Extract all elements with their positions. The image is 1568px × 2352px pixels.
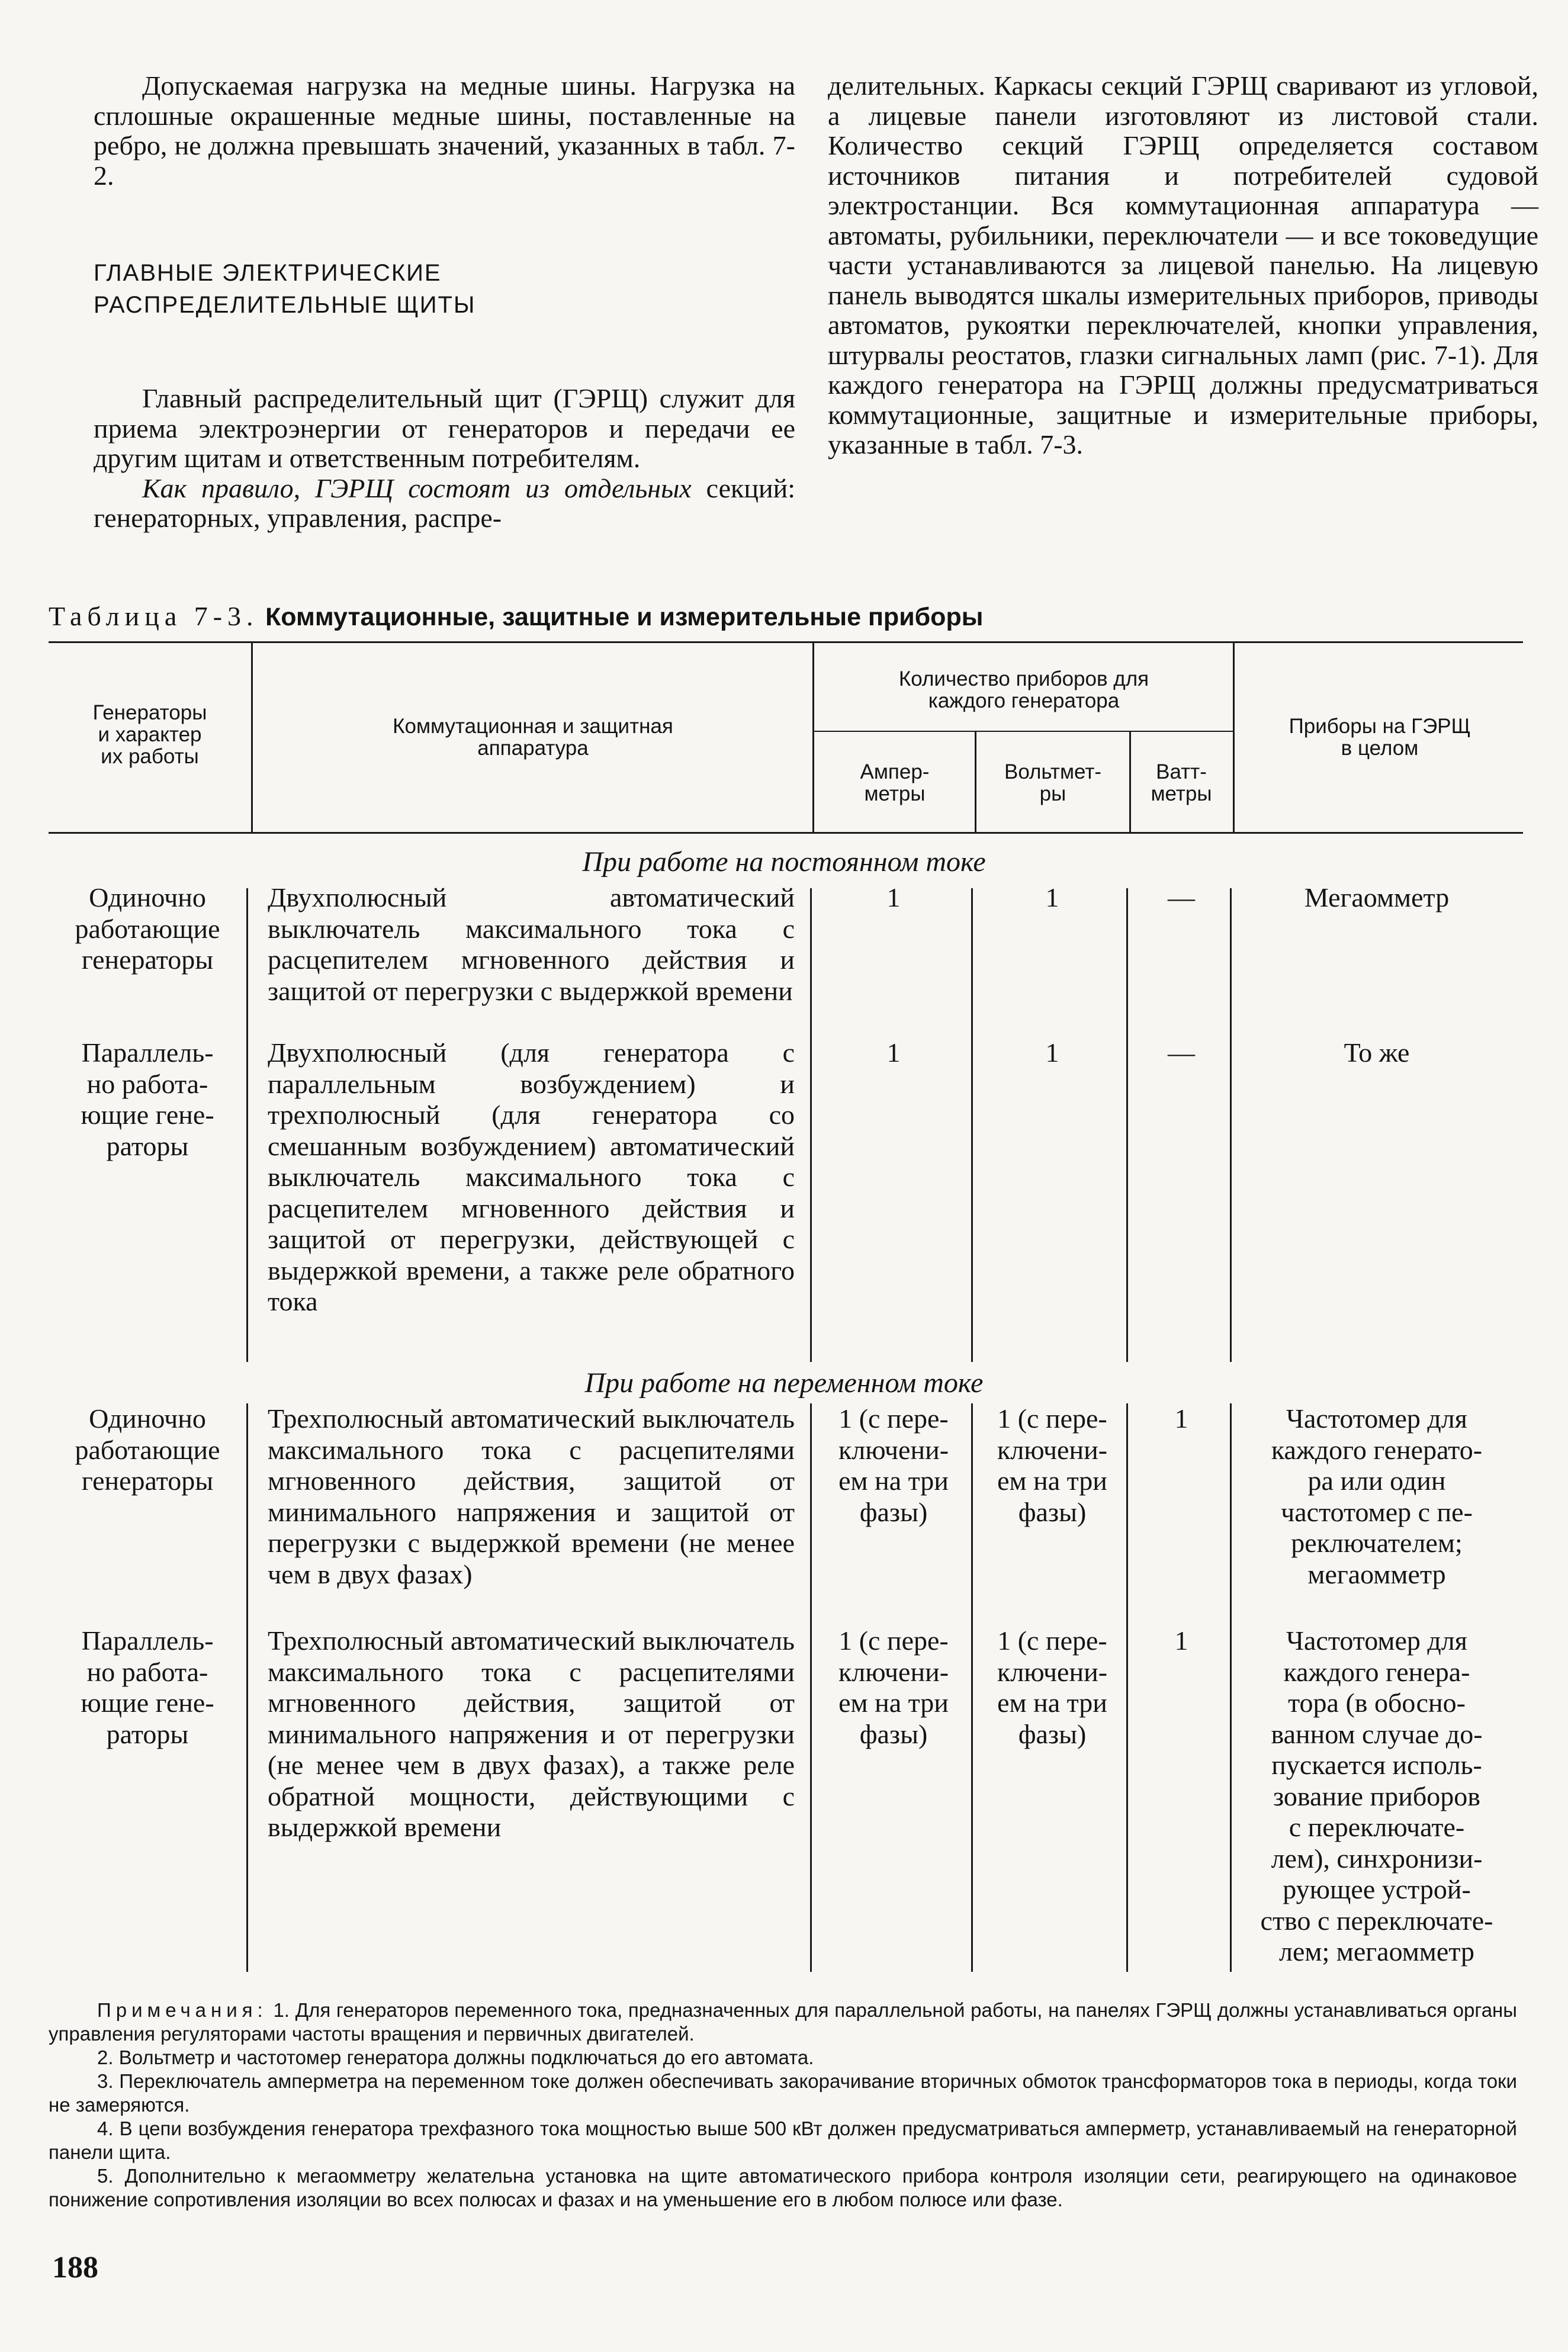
dev-line: реключателем;: [1291, 1528, 1463, 1558]
table-caption-label: Таблица 7-3.: [49, 601, 259, 631]
gen-line: раторы: [106, 1130, 189, 1161]
body-rule-watt-ac: [1230, 1403, 1232, 1972]
header-voltmeters-line2: ры: [1039, 782, 1066, 805]
gen-line: генераторы: [81, 1466, 214, 1496]
dc-row2-apparatus: Двухполюсный (для генератора с параллельным возбуждением) и трехполюсный (для генератора со смешанным возбуждением) автоматический выключатель максимального тока с расцепителем мгновенного действия и защитой от перегрузки, действующей с выдержкой времени, а также реле обратного тока: [268, 1037, 795, 1316]
body-rule-amp-dc: [971, 888, 973, 1362]
dc-row1-voltmeters: 1: [1045, 882, 1059, 912]
ac-row2-generator: [52, 1625, 243, 1750]
body-rule-volt-dc: [1126, 888, 1128, 1362]
header-wattmeters: [1131, 747, 1232, 818]
dev-line: тора (в обосно-: [1288, 1688, 1466, 1718]
header-ammeters-line1: Ампер-: [860, 760, 930, 783]
amp-line: ключени-: [838, 1434, 949, 1465]
note-1: [49, 1998, 1517, 2046]
body-rule-gen-ac: [246, 1403, 248, 1972]
volt-line: 1 (с пере-: [997, 1625, 1107, 1656]
table-caption-title: Коммутационные, защитные и измерительные приборы: [265, 603, 984, 631]
dc-row1-apparatus: Двухполюсный автоматический выключатель максимального тока с расцепителем мгновенного действия и защитой от перегрузки с выдержкой времени: [268, 882, 795, 1006]
volt-line: фазы): [1018, 1496, 1087, 1527]
ac-row2-apparatus: Трехполюсный автоматический выключатель максимального тока с расцепителями мгновенного действия, защитой от минимального напряжения и от перегрузки (не менее чем в двух фазах), а также реле обратной мощности, действующими с выдержкой времени: [268, 1625, 795, 1842]
note-4: 4. В цепи возбуждения генератора трехфазного тока мощностью выше 500 кВт должен предусматриваться амперметр, устанавливаемый на генераторной панели щита.: [49, 2118, 1517, 2163]
intro-paragraph: Допускаемая нагрузка на медные шины. Нагрузка на сплошные окрашенные медные шины, поставленные на ребро, не должна превышать значений, указанных в табл. 7-2.: [94, 70, 795, 191]
section-heading-line2: РАСПРЕДЕЛИТЕЛЬНЫЕ ЩИТЫ: [94, 292, 476, 318]
header-devices: [1238, 705, 1522, 770]
dc-row1-ammeters: 1: [886, 882, 901, 912]
header-generators: [52, 681, 248, 788]
gen-line: работающие: [75, 1434, 220, 1465]
ac-row1-generator: [52, 1403, 243, 1497]
gen-line: ющие гене-: [81, 1100, 214, 1130]
page-number: 188: [52, 2251, 98, 2284]
header-wattmeters-line2: метры: [1151, 782, 1212, 805]
header-count-line2: каждого генератора: [928, 689, 1120, 712]
note-5: 5. Дополнительно к мегаомметру желательна установка на щите автоматического прибора контроля изоляции сети, реагирующего на одинаковое понижение сопротивления изоляции во всех полюсах и фазах и на уменьшение его в любом полюсе или фазе.: [49, 2165, 1517, 2210]
gen-line: Одиночно: [89, 882, 206, 912]
dev-line: рующее устрой-: [1283, 1874, 1471, 1904]
note-1-text: 1. Для генераторов переменного тока, предназначенных для параллельной работы, на панелях ГЭРЩ должны устанавливаться органы управления регуляторами частоты вращения и первичных двигателей.: [49, 1999, 1517, 2045]
volt-line: ключени-: [997, 1434, 1108, 1465]
dc-row2-voltmeters: 1: [1045, 1037, 1059, 1068]
dc-row1-wattmeters: —: [1168, 882, 1195, 912]
section-heading: [94, 257, 795, 321]
section-title-dc: При работе на постоянном токе: [582, 846, 986, 878]
dev-line: лем; мегаомметр: [1279, 1936, 1474, 1967]
header-generators-line3: их работы: [101, 744, 199, 768]
body-rule-watt-dc: [1230, 888, 1232, 1362]
volt-line: 1 (с пере-: [997, 1403, 1107, 1434]
dev-line: ванном случае до-: [1271, 1718, 1483, 1749]
paragraph-italic-part: Как правило, ГЭРЩ состоят из отдельных: [142, 473, 692, 503]
table-top-rule: [49, 641, 1523, 643]
paragraph-rest-part: секций: генераторных, управления, распре-: [94, 473, 795, 533]
section-title-ac: При работе на переменном токе: [584, 1367, 984, 1399]
dev-line: ра или один: [1307, 1466, 1446, 1496]
section-heading-line1: ГЛАВНЫЕ ЭЛЕКТРИЧЕСКИЕ: [94, 260, 442, 286]
header-wattmeters-line1: Ватт-: [1156, 760, 1207, 783]
amp-line: ем на три: [838, 1688, 949, 1718]
header-count-line1: Количество приборов для: [898, 667, 1149, 690]
header-devices-line2: в целом: [1341, 737, 1419, 760]
table-notes: [49, 1998, 1517, 2212]
body-rule-app-dc: [810, 888, 812, 1362]
note-3: 3. Переключатель амперметра на переменном токе должен обеспечивать закорачивание вторичных обмоток трансформаторов тока в периоды, когда токи не замеряются.: [49, 2070, 1517, 2116]
volt-line: фазы): [1018, 1718, 1087, 1749]
dev-line: частотомер с пе-: [1281, 1496, 1473, 1527]
gen-line: Одиночно: [89, 1403, 206, 1434]
gen-line: но работа-: [86, 1068, 208, 1099]
dev-line: каждого генерато-: [1271, 1434, 1483, 1465]
paragraph-gersch-sections: [94, 474, 795, 534]
amp-line: ем на три: [838, 1466, 949, 1496]
gen-line: Параллель-: [81, 1625, 214, 1656]
amp-line: 1 (с пере-: [838, 1403, 949, 1434]
table-caption: [49, 600, 983, 632]
gen-line: работающие: [75, 913, 220, 944]
gen-line: генераторы: [81, 944, 214, 975]
dev-line: лем), синхронизи-: [1271, 1843, 1483, 1874]
col-rule-count: [1233, 643, 1235, 832]
gen-line: но работа-: [86, 1656, 208, 1687]
dev-line: Частотомер для: [1286, 1625, 1467, 1656]
dev-line: зование приборов: [1273, 1781, 1480, 1811]
header-generators-line1: Генераторы: [92, 701, 207, 724]
paragraph-gersch-purpose: Главный распределительный щит (ГЭРЩ) служит для приема электроэнергии от генераторов и передачи ее другим щитам и ответственным потребителям.: [94, 383, 795, 473]
volt-line: ем на три: [997, 1466, 1107, 1496]
amp-line: ключени-: [838, 1656, 949, 1687]
dc-row2-devices: То же: [1344, 1037, 1410, 1068]
ac-row2-voltmeters: [978, 1625, 1126, 1750]
ac-row2-wattmeters: 1: [1174, 1625, 1188, 1656]
header-devices-line1: Приборы на ГЭРЩ: [1289, 715, 1471, 738]
dc-row2-ammeters: 1: [886, 1037, 901, 1068]
header-group-rule: [814, 731, 1233, 732]
header-apparatus-line2: аппаратура: [477, 737, 589, 760]
volt-line: ключени-: [997, 1656, 1108, 1687]
ac-row2-devices: [1238, 1625, 1516, 1968]
dc-row1-generator: [52, 882, 243, 976]
dev-line: с переключате-: [1289, 1812, 1465, 1842]
volt-line: ем на три: [997, 1688, 1107, 1718]
dc-row2-wattmeters: —: [1168, 1037, 1195, 1068]
header-ammeters: [815, 747, 975, 818]
right-column: [828, 71, 1538, 460]
note-2: 2. Вольтметр и частотомер генератора должны подключаться до его автомата.: [97, 2046, 814, 2068]
ac-row1-ammeters: [814, 1403, 973, 1528]
gen-line: Параллель-: [81, 1037, 214, 1068]
header-apparatus-line1: Коммутационная и защитная: [393, 715, 673, 738]
col-rule-amp: [975, 732, 976, 832]
ac-row1-wattmeters: 1: [1174, 1403, 1188, 1434]
left-column: [94, 71, 795, 534]
ac-row2-ammeters: [814, 1625, 973, 1750]
header-voltmeters-line1: Вольтмет-: [1004, 760, 1102, 783]
dev-line: Частотомер для: [1286, 1403, 1467, 1434]
header-count-group: [815, 657, 1233, 722]
body-rule-app-ac: [810, 1403, 812, 1972]
dc-row1-devices: Мегаомметр: [1304, 882, 1450, 912]
dev-line: мегаомметр: [1307, 1559, 1446, 1589]
notes-label: Примечания:: [97, 1999, 268, 2021]
header-ammeters-line2: метры: [864, 782, 926, 805]
header-bottom-rule: [49, 832, 1523, 834]
amp-line: 1 (с пере-: [838, 1625, 949, 1656]
amp-line: фазы): [859, 1496, 928, 1527]
header-generators-line2: и характер: [98, 722, 202, 746]
amp-line: фазы): [859, 1718, 928, 1749]
body-rule-volt-ac: [1126, 1403, 1128, 1972]
dev-line: каждого генера-: [1283, 1656, 1470, 1687]
ac-row1-voltmeters: [978, 1403, 1126, 1528]
gen-line: раторы: [106, 1718, 189, 1749]
body-rule-gen-dc: [246, 888, 248, 1362]
gen-line: ющие гене-: [81, 1688, 214, 1718]
ac-row1-apparatus: Трехполюсный автоматический выключатель максимального тока с расцепителями мгновенного действия, защитой от минимального напряжения и защитой от перегрузки с выдержкой времени (не менее чем в двух фазах): [268, 1403, 795, 1589]
header-apparatus: [255, 705, 811, 770]
paragraph-gersch-design: делительных. Каркасы секций ГЭРЩ сваривают из угловой, а лицевые панели изготовляют из листовой стали. Количество секций ГЭРЩ определяется составом источников питания и потребителей судовой электростанции. Вся коммутационная аппаратура — автоматы, рубильники, переключатели — и все токоведущие части устанавливаются за лицевой панелью. На лицевую панель выводятся шкалы измерительных приборов, приводы автоматов, рукоятки переключателей, кнопки управления, штурвалы реостатов, глазки сигнальных ламп (рис. 7-1). Для каждого генератора на ГЭРЩ должны предусматриваться коммутационные, защитные и измерительные приборы, указанные в табл. 7-3.: [828, 70, 1538, 460]
ac-row1-devices: [1238, 1403, 1516, 1590]
col-rule-apparatus: [812, 643, 814, 832]
dc-row2-generator: [52, 1037, 243, 1162]
dev-line: ство с переключате-: [1260, 1905, 1493, 1936]
dev-line: пускается исполь-: [1271, 1750, 1482, 1780]
header-voltmeters: [977, 747, 1129, 818]
col-rule-generators: [251, 643, 253, 832]
